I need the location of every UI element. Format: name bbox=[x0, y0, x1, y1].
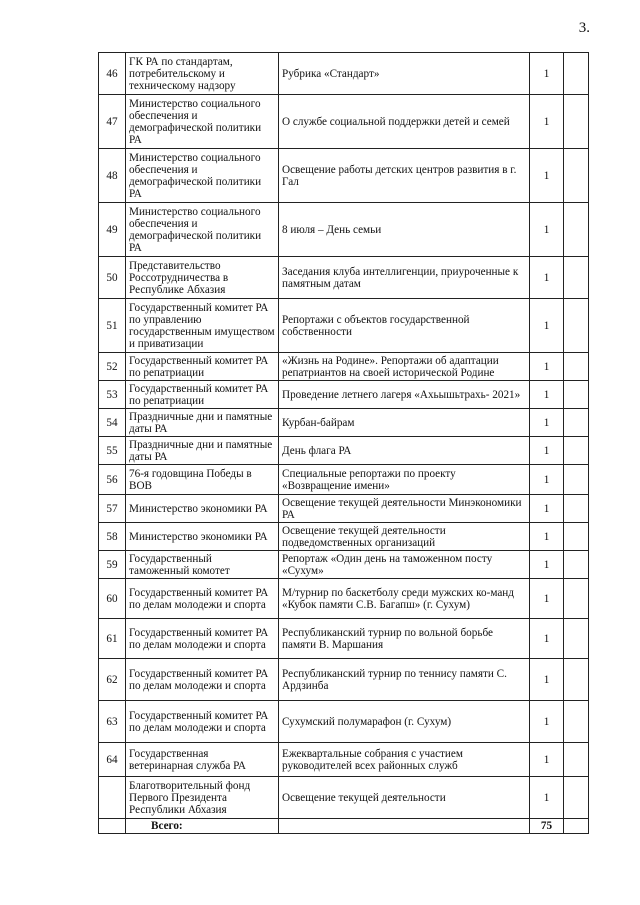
event-cell: Освещение текущей деятельности bbox=[279, 777, 530, 819]
extra-cell bbox=[564, 299, 589, 353]
quantity-cell: 1 bbox=[530, 743, 564, 777]
extra-cell bbox=[564, 659, 589, 701]
table-row bbox=[99, 523, 589, 551]
total-value: 75 bbox=[530, 819, 564, 834]
extra-cell bbox=[564, 257, 589, 299]
organization-cell: Министерство социального обеспечения и демографической политики РА bbox=[126, 203, 279, 257]
table-row bbox=[99, 381, 589, 409]
row-number: 47 bbox=[99, 95, 126, 149]
row-number: 54 bbox=[99, 409, 126, 437]
organization-cell: Праздничные дни и памятные даты РА bbox=[126, 437, 279, 465]
row-number: 46 bbox=[99, 53, 126, 95]
quantity-cell: 1 bbox=[530, 465, 564, 495]
organization-cell: Министерство социального обеспечения и демографической политики РА bbox=[126, 95, 279, 149]
quantity-cell: 1 bbox=[530, 353, 564, 381]
quantity-cell: 1 bbox=[530, 551, 564, 579]
table-row bbox=[99, 777, 589, 819]
event-cell: О службе социальной поддержки детей и семей bbox=[279, 95, 530, 149]
quantity-cell: 1 bbox=[530, 53, 564, 95]
organization-cell: Государственный комитет РА по управлению государственным имуществом и приватизации bbox=[126, 299, 279, 353]
extra-cell bbox=[564, 579, 589, 619]
quantity-cell: 1 bbox=[530, 701, 564, 743]
event-cell: Освещение текущей деятельности подведомственных организаций bbox=[279, 523, 530, 551]
organization-cell: Государственный комитет РА по делам молодежи и спорта bbox=[126, 659, 279, 701]
table-row bbox=[99, 437, 589, 465]
organization-cell: Государственная ветеринарная служба РА bbox=[126, 743, 279, 777]
table-row bbox=[99, 659, 589, 701]
quantity-cell: 1 bbox=[530, 203, 564, 257]
table-row bbox=[99, 203, 589, 257]
event-cell: Репортаж «Один день на таможенном посту «Сухум» bbox=[279, 551, 530, 579]
quantity-cell: 1 bbox=[530, 381, 564, 409]
organization-cell: Государственный комитет РА по делам молодежи и спорта bbox=[126, 579, 279, 619]
organization-cell: Государственный комитет РА по делам молодежи и спорта bbox=[126, 701, 279, 743]
row-number: 62 bbox=[99, 659, 126, 701]
event-cell: «Жизнь на Родине». Репортажи об адаптации репатриантов на своей исторической Родине bbox=[279, 353, 530, 381]
organization-cell: Министерство социального обеспечения и демографической политики РА bbox=[126, 149, 279, 203]
extra-cell bbox=[564, 353, 589, 381]
extra-cell bbox=[564, 437, 589, 465]
extra-cell bbox=[564, 53, 589, 95]
extra-cell bbox=[564, 409, 589, 437]
table-body bbox=[99, 53, 589, 819]
table-row bbox=[99, 743, 589, 777]
organization-cell: Государственный таможенный комотет bbox=[126, 551, 279, 579]
extra-cell bbox=[564, 777, 589, 819]
organization-cell: 76-я годовщина Победы в ВОВ bbox=[126, 465, 279, 495]
extra-cell bbox=[564, 619, 589, 659]
event-cell: Репортажи с объектов государственной собственности bbox=[279, 299, 530, 353]
total-num-cell bbox=[99, 819, 126, 834]
total-label: Всего: bbox=[126, 819, 279, 834]
event-cell: Освещение текущей деятельности Минэкономики РА bbox=[279, 495, 530, 523]
extra-cell bbox=[564, 465, 589, 495]
media-plan-table bbox=[98, 52, 589, 834]
extra-cell bbox=[564, 149, 589, 203]
event-cell: Республиканский турнир по вольной борьбе памяти В. Маршания bbox=[279, 619, 530, 659]
row-number: 53 bbox=[99, 381, 126, 409]
organization-cell: Государственный комитет РА по делам молодежи и спорта bbox=[126, 619, 279, 659]
organization-cell: ГК РА по стандартам, потребительскому и техническому надзору bbox=[126, 53, 279, 95]
extra-cell bbox=[564, 551, 589, 579]
event-cell: 8 июля – День семьи bbox=[279, 203, 530, 257]
row-number: 50 bbox=[99, 257, 126, 299]
page-number: 3. bbox=[578, 20, 590, 36]
row-number: 49 bbox=[99, 203, 126, 257]
row-number: 57 bbox=[99, 495, 126, 523]
row-number: 60 bbox=[99, 579, 126, 619]
table-row bbox=[99, 257, 589, 299]
extra-cell bbox=[564, 381, 589, 409]
table-row bbox=[99, 353, 589, 381]
event-cell: Республиканский турнир по теннису памяти С. Ардзинба bbox=[279, 659, 530, 701]
table-row bbox=[99, 551, 589, 579]
table-row bbox=[99, 465, 589, 495]
table-row bbox=[99, 495, 589, 523]
event-cell: М/турнир по баскетболу среди мужских ко-манд «Кубок памяти С.В. Багапш» (г. Сухум) bbox=[279, 579, 530, 619]
quantity-cell: 1 bbox=[530, 495, 564, 523]
table-row bbox=[99, 579, 589, 619]
organization-cell: Государственный комитет РА по репатриации bbox=[126, 353, 279, 381]
row-number: 52 bbox=[99, 353, 126, 381]
total-row bbox=[99, 819, 589, 834]
table-row bbox=[99, 701, 589, 743]
row-number: 58 bbox=[99, 523, 126, 551]
row-number: 63 bbox=[99, 701, 126, 743]
table-row bbox=[99, 619, 589, 659]
quantity-cell: 1 bbox=[530, 409, 564, 437]
row-number bbox=[99, 777, 126, 819]
extra-cell bbox=[564, 495, 589, 523]
event-cell: Сухумский полумарафон (г. Сухум) bbox=[279, 701, 530, 743]
organization-cell: Представительство Россотрудничества в Республике Абхазия bbox=[126, 257, 279, 299]
extra-cell bbox=[564, 95, 589, 149]
quantity-cell: 1 bbox=[530, 777, 564, 819]
quantity-cell: 1 bbox=[530, 619, 564, 659]
event-cell: Курбан-байрам bbox=[279, 409, 530, 437]
quantity-cell: 1 bbox=[530, 257, 564, 299]
quantity-cell: 1 bbox=[530, 579, 564, 619]
table-row bbox=[99, 299, 589, 353]
quantity-cell: 1 bbox=[530, 95, 564, 149]
organization-cell: Благотворительный фонд Первого Президента Республики Абхазия bbox=[126, 777, 279, 819]
event-cell: Заседания клуба интеллигенции, приуроченные к памятным датам bbox=[279, 257, 530, 299]
extra-cell bbox=[564, 523, 589, 551]
table-row bbox=[99, 53, 589, 95]
extra-cell bbox=[564, 743, 589, 777]
organization-cell: Праздничные дни и памятные даты РА bbox=[126, 409, 279, 437]
extra-cell bbox=[564, 701, 589, 743]
event-cell: Проведение летнего лагеря «Ахьышьтрахь- 2021» bbox=[279, 381, 530, 409]
row-number: 55 bbox=[99, 437, 126, 465]
event-cell: Ежеквартальные собрания с участием руководителей всех районных служб bbox=[279, 743, 530, 777]
event-cell: Рубрика «Стандарт» bbox=[279, 53, 530, 95]
row-number: 64 bbox=[99, 743, 126, 777]
organization-cell: Министерство экономики РА bbox=[126, 495, 279, 523]
quantity-cell: 1 bbox=[530, 299, 564, 353]
total-event-cell bbox=[279, 819, 530, 834]
quantity-cell: 1 bbox=[530, 523, 564, 551]
quantity-cell: 1 bbox=[530, 659, 564, 701]
row-number: 59 bbox=[99, 551, 126, 579]
table-row bbox=[99, 149, 589, 203]
table-row bbox=[99, 409, 589, 437]
row-number: 56 bbox=[99, 465, 126, 495]
table-row bbox=[99, 95, 589, 149]
row-number: 48 bbox=[99, 149, 126, 203]
organization-cell: Министерство экономики РА bbox=[126, 523, 279, 551]
total-extra-cell bbox=[564, 819, 589, 834]
event-cell: Специальные репортажи по проекту «Возвращение имени» bbox=[279, 465, 530, 495]
event-cell: День флага РА bbox=[279, 437, 530, 465]
quantity-cell: 1 bbox=[530, 149, 564, 203]
extra-cell bbox=[564, 203, 589, 257]
row-number: 61 bbox=[99, 619, 126, 659]
row-number: 51 bbox=[99, 299, 126, 353]
event-cell: Освещение работы детских центров развития в г. Гал bbox=[279, 149, 530, 203]
quantity-cell: 1 bbox=[530, 437, 564, 465]
organization-cell: Государственный комитет РА по репатриации bbox=[126, 381, 279, 409]
